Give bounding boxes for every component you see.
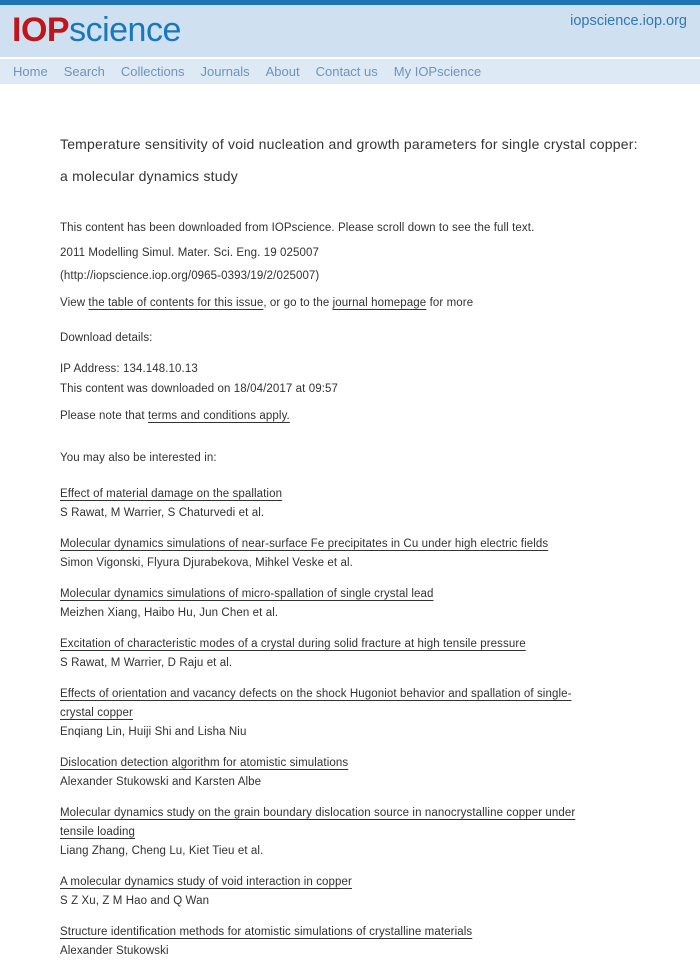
related-article-item <box>60 753 605 791</box>
related-article-link[interactable]: Effects of orientation and vacancy defects on the shock Hugoniot behavior and spallation of single-crystal copper <box>60 688 572 719</box>
related-article-authors: S Rawat, M Warrier, D Raju et al. <box>60 657 233 669</box>
main-nav <box>0 57 700 84</box>
download-details-label: Download details: <box>60 332 153 344</box>
iopscience-logo[interactable] <box>12 11 181 50</box>
related-article-authors: Liang Zhang, Cheng Lu, Kiet Tieu et al. <box>60 845 264 857</box>
article-title: Temperature sensitivity of void nucleation and growth parameters for single crystal copper: a molecular dynamics study <box>60 136 638 184</box>
ip-address: IP Address: 134.148.10.13 <box>60 363 198 375</box>
article-url: (http://iopscience.iop.org/0965-0393/19/2/025007) <box>60 270 320 282</box>
nav-item[interactable]: Journals <box>200 64 250 79</box>
terms-and-conditions-link[interactable]: terms and conditions apply. <box>148 410 290 422</box>
journal-homepage-link[interactable]: journal homepage <box>332 297 427 309</box>
related-article-item <box>60 534 605 572</box>
nav-item[interactable]: Contact us <box>315 64 378 79</box>
related-article-item <box>60 803 605 860</box>
related-article-item <box>60 922 605 960</box>
related-article-link[interactable]: Molecular dynamics study on the grain boundary dislocation source in nanocrystalline copper under tensile loading <box>60 807 576 838</box>
related-article-authors: S Z Xu, Z M Hao and Q Wan <box>60 895 210 907</box>
related-article-item <box>60 634 605 672</box>
related-article-authors: Meizhen Xiang, Haibo Hu, Jun Chen et al. <box>60 607 279 619</box>
related-article-authors: Simon Vigonski, Flyura Djurabekova, Mihkel Veske et al. <box>60 557 353 569</box>
download-notice: This content has been downloaded from IOPscience. Please scroll down to see the full text. <box>60 222 535 234</box>
related-article-link[interactable]: Dislocation detection algorithm for atomistic simulations <box>60 757 349 769</box>
related-article-authors: Alexander Stukowski and Karsten Albe <box>60 776 262 788</box>
related-article-link[interactable]: Structure identification methods for atomistic simulations of crystalline materials <box>60 926 473 938</box>
table-of-contents-link[interactable]: the table of contents for this issue <box>88 297 264 309</box>
related-article-item <box>60 584 605 622</box>
related-article-authors: Enqiang Lin, Huiji Shi and Lisha Niu <box>60 726 247 738</box>
related-article-link[interactable]: Molecular dynamics simulations of micro-spallation of single crystal lead <box>60 588 434 600</box>
related-article-authors: Alexander Stukowski <box>60 945 169 957</box>
nav-list <box>0 59 700 84</box>
related-article-item <box>60 684 605 741</box>
related-article-authors: S Rawat, M Warrier, S Chaturvedi et al. <box>60 507 265 519</box>
related-article-item <box>60 872 605 910</box>
related-article-item <box>60 484 605 522</box>
view-line-suffix: for more <box>426 297 474 309</box>
related-article-link[interactable]: A molecular dynamics study of void interaction in copper <box>60 876 352 888</box>
nav-item[interactable]: Search <box>63 64 105 79</box>
terms-line-prefix: Please note that <box>60 410 149 422</box>
nav-item[interactable]: About <box>265 64 300 79</box>
view-line-middle: , or go to the <box>263 297 333 309</box>
logo-iop-text: IOP <box>12 11 70 49</box>
site-url-link[interactable]: iopscience.iop.org <box>570 13 687 29</box>
logo-science-text: science <box>69 11 181 49</box>
nav-item[interactable]: Collections <box>120 64 185 79</box>
related-articles-list <box>60 484 605 960</box>
related-article-link[interactable]: Excitation of characteristic modes of a crystal during solid fracture at high tensile pressure <box>60 638 526 650</box>
citation-line: 2011 Modelling Simul. Mater. Sci. Eng. 19 025007 <box>60 247 320 259</box>
page-body <box>0 128 700 960</box>
interested-label: You may also be interested in: <box>60 452 217 464</box>
download-timestamp: This content was downloaded on 18/04/2017 at 09:57 <box>60 383 339 395</box>
related-article-link[interactable]: Molecular dynamics simulations of near-surface Fe precipitates in Cu under high electric fields <box>60 538 549 550</box>
related-article-link[interactable]: Effect of material damage on the spallation <box>60 488 283 500</box>
view-line-prefix: View <box>60 297 89 309</box>
nav-item[interactable]: Home <box>13 64 48 79</box>
masthead <box>0 5 700 57</box>
nav-item[interactable]: My IOPscience <box>393 64 482 79</box>
view-line <box>60 295 640 311</box>
terms-line <box>60 408 640 424</box>
